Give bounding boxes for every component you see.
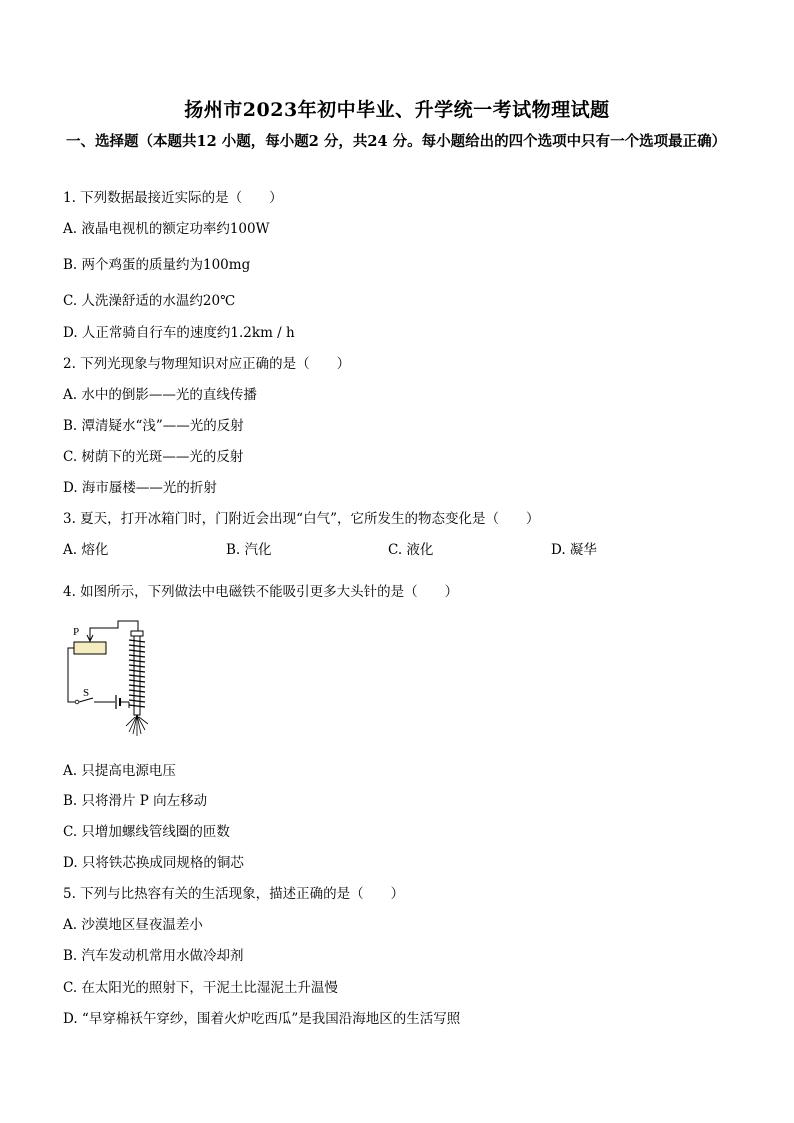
question-4-option-c: C. 只增加螺线管线圈的匝数 xyxy=(63,824,230,840)
question-1-option-a: A. 液晶电视机的额定功率约100W xyxy=(63,221,270,237)
question-2-stem: 2. 下列光现象与物理知识对应正确的是（ ） xyxy=(63,356,351,372)
question-5-option-a: A. 沙漠地区昼夜温差小 xyxy=(63,917,203,933)
slider-label-p: P xyxy=(73,626,80,638)
question-3-option-c: C. 液化 xyxy=(388,542,434,558)
section-heading: 一、选择题（本题共12 小题，每小题2 分，共24 分。每小题给出的四个选项中只有一个选项最正确） xyxy=(66,133,727,150)
question-3-option-d: D. 凝华 xyxy=(551,542,597,558)
question-2-option-a: A. 水中的倒影——光的直线传播 xyxy=(63,387,257,403)
page-title: 扬州市2023年初中毕业、升学统一考试物理试题 xyxy=(184,99,610,121)
question-5-option-b: B. 汽车发动机常用水做冷却剂 xyxy=(63,948,244,964)
left-wire xyxy=(68,648,75,702)
core-cap xyxy=(131,631,143,636)
question-2-option-d: D. 海市蜃楼——光的折射 xyxy=(63,480,217,496)
iron-core xyxy=(134,635,140,715)
rheostat xyxy=(74,642,106,654)
question-1-stem: 1. 下列数据最接近实际的是（ ） xyxy=(63,190,283,206)
question-3-option-a: A. 熔化 xyxy=(63,542,109,558)
question-5-option-d: D. “早穿棉袄午穿纱，围着火炉吃西瓜”是我国沿海地区的生活写照 xyxy=(63,1011,461,1027)
question-4-stem: 4. 如图所示，下列做法中电磁铁不能吸引更多大头针的是（ ） xyxy=(63,584,459,600)
circuit-svg xyxy=(63,620,163,740)
question-1-option-b: B. 两个鸡蛋的质量约为100mg xyxy=(63,257,251,273)
pins-icon xyxy=(126,715,148,736)
switch-label-s: S xyxy=(83,687,90,699)
question-4-option-d: D. 只将铁芯换成同规格的铜芯 xyxy=(63,855,244,871)
electromagnet-circuit-diagram xyxy=(63,620,163,740)
question-3-options xyxy=(63,538,683,558)
question-5-option-c: C. 在太阳光的照射下，干泥土比湿泥土升温慢 xyxy=(63,980,338,996)
question-1-option-d: D. 人正常骑自行车的速度约1.2km / h xyxy=(63,325,295,341)
question-2-option-b: B. 潭清疑水“浅”——光的反射 xyxy=(63,418,244,434)
question-2-option-c: C. 树荫下的光斑——光的反射 xyxy=(63,449,244,465)
switch-terminal xyxy=(75,700,79,704)
question-4-option-b: B. 只将滑片 P 向左移动 xyxy=(63,793,208,809)
question-5-stem: 5. 下列与比热容有关的生活现象，描述正确的是（ ） xyxy=(63,886,405,902)
question-3-option-b: B. 汽化 xyxy=(226,542,272,558)
question-4-option-a: A. 只提高电源电压 xyxy=(63,763,176,779)
question-3-stem: 3. 夏天，打开冰箱门时，门附近会出现“白气”，它所发生的物态变化是（ ） xyxy=(63,511,540,527)
question-1-option-c: C. 人洗澡舒适的水温约20℃ xyxy=(63,293,236,309)
